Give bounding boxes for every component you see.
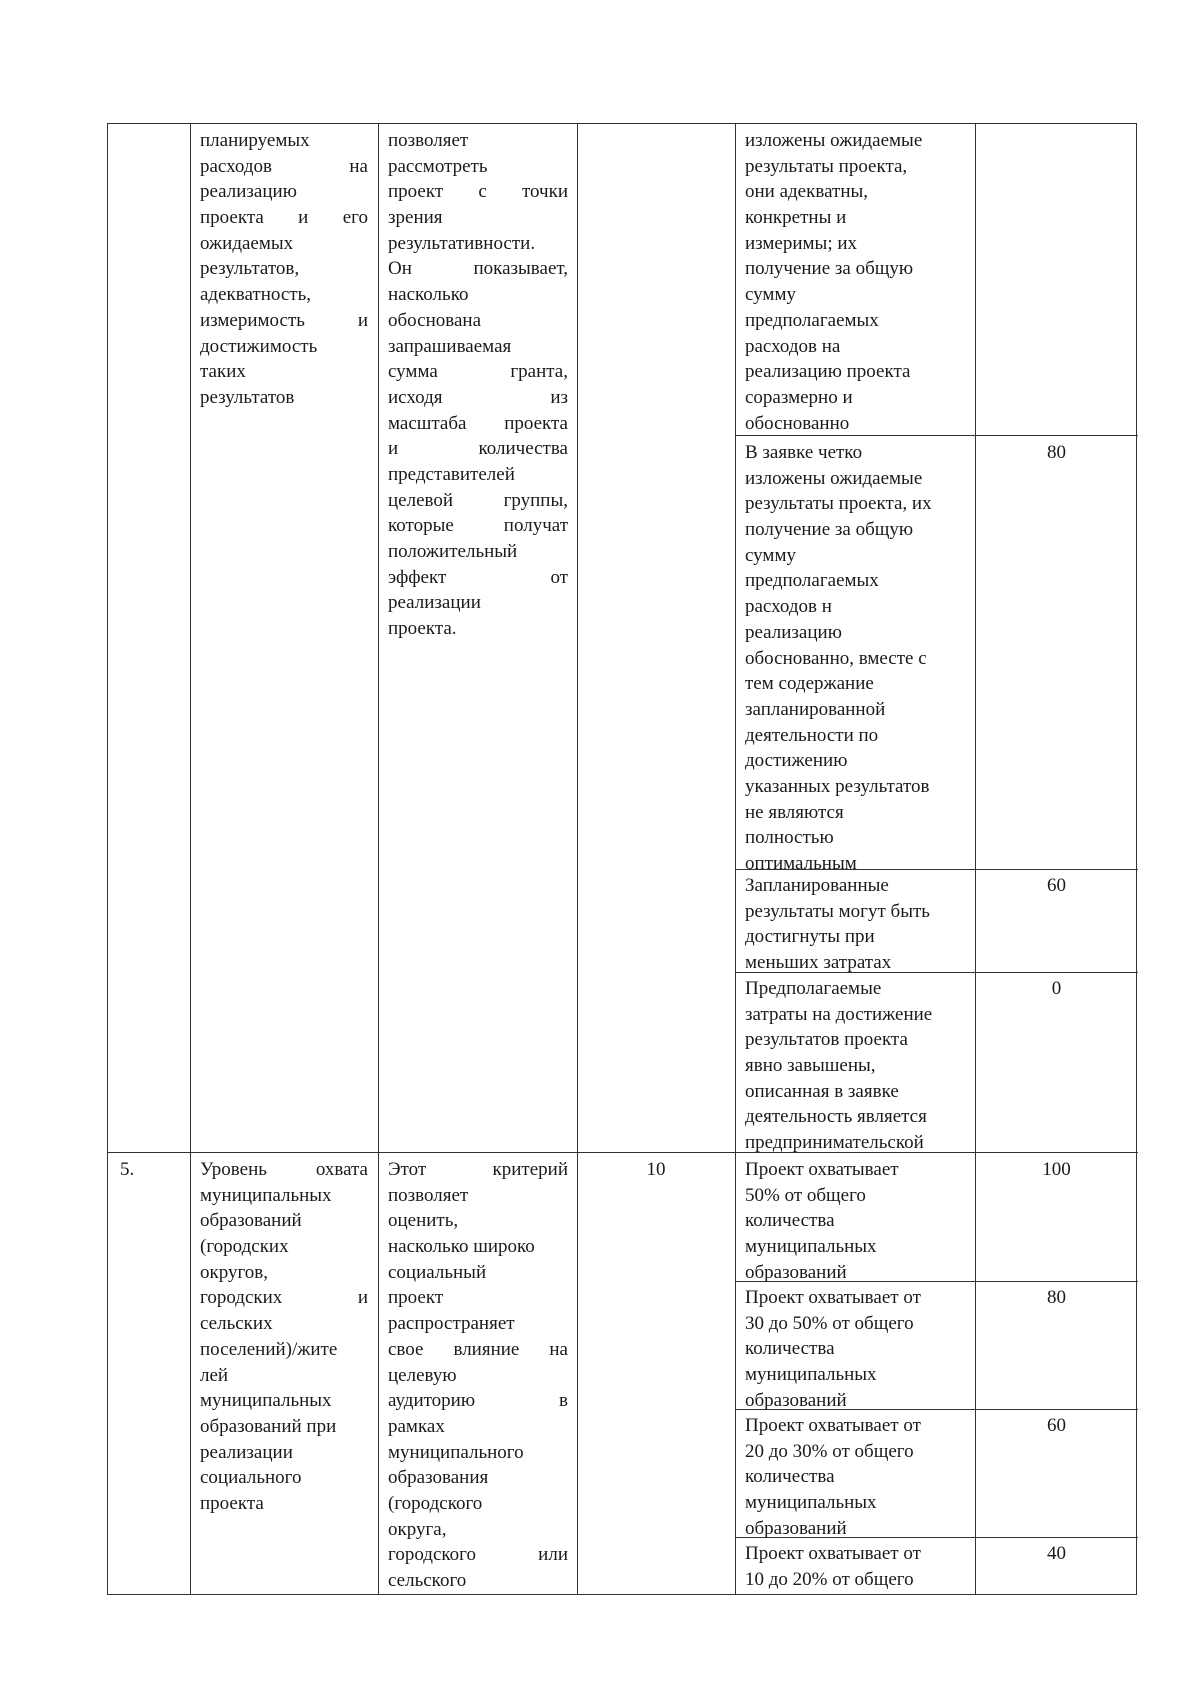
level-description bbox=[745, 440, 932, 877]
text-line bbox=[200, 334, 368, 360]
text-line: запланированной bbox=[745, 698, 886, 720]
word: на bbox=[349, 155, 368, 177]
text-line: образований bbox=[745, 1389, 847, 1411]
text-line bbox=[200, 205, 368, 231]
text-line: 10 до 20% от общего bbox=[745, 1568, 914, 1590]
text-line: затраты на достижение bbox=[745, 1003, 933, 1025]
text-line bbox=[388, 488, 568, 514]
word: оценить, bbox=[388, 1210, 459, 1232]
word: муниципальных bbox=[200, 1184, 332, 1206]
word: насколько широко bbox=[388, 1236, 535, 1258]
text-line bbox=[388, 179, 568, 205]
text-line: измеримы; их bbox=[745, 232, 858, 254]
word: достижимость bbox=[200, 335, 318, 357]
word: или bbox=[538, 1544, 568, 1566]
criteria-table bbox=[107, 123, 1137, 1595]
word: проект bbox=[388, 181, 444, 203]
column-divider bbox=[577, 124, 578, 1594]
text-line bbox=[388, 590, 568, 616]
text-line: результаты проекта, bbox=[745, 155, 908, 177]
text-line bbox=[200, 1260, 368, 1286]
text-line bbox=[200, 308, 368, 334]
word: положительный bbox=[388, 541, 518, 562]
text-line: Проект охватывает от bbox=[745, 1543, 921, 1564]
word: которые bbox=[388, 515, 454, 537]
text-line: образований bbox=[745, 1517, 847, 1539]
text-line: изложены ожидаемые bbox=[745, 467, 923, 489]
text-line bbox=[388, 1183, 568, 1209]
word: распространяет bbox=[388, 1313, 515, 1335]
word: рассмотреть bbox=[388, 155, 488, 177]
text-line: изложены ожидаемые bbox=[745, 130, 923, 151]
text-line: В заявке четко bbox=[745, 442, 863, 463]
text-line: получение за общую bbox=[745, 519, 914, 541]
text-line bbox=[388, 539, 568, 565]
text-line bbox=[388, 308, 568, 334]
text-line bbox=[200, 1157, 368, 1183]
level-description bbox=[745, 128, 922, 436]
word: городского bbox=[388, 1544, 476, 1566]
level-score: 0 bbox=[1051, 978, 1062, 999]
text-line: муниципальных bbox=[745, 1364, 877, 1386]
word: проект bbox=[388, 1287, 444, 1309]
word: и bbox=[357, 309, 368, 331]
text-line: полностью bbox=[745, 827, 834, 849]
word: планируемых bbox=[200, 130, 310, 151]
text-line bbox=[200, 1414, 368, 1440]
text-line: 20 до 30% от общего bbox=[745, 1440, 914, 1462]
word: округов, bbox=[200, 1261, 269, 1283]
text-line bbox=[388, 128, 568, 154]
word: обоснована bbox=[388, 309, 481, 331]
word: проекта bbox=[200, 207, 264, 229]
text-line: явно завышены, bbox=[745, 1055, 876, 1077]
text-line bbox=[388, 231, 568, 257]
text-line bbox=[200, 1440, 368, 1466]
text-line bbox=[200, 1208, 368, 1234]
text-line bbox=[388, 616, 568, 642]
level-description bbox=[745, 1541, 921, 1592]
text-line: образований bbox=[745, 1261, 847, 1283]
text-line: результаты проекта, их bbox=[745, 493, 932, 515]
word: зрения bbox=[388, 207, 443, 229]
criterion-text bbox=[200, 128, 368, 411]
text-line bbox=[200, 1465, 368, 1491]
text-line bbox=[200, 385, 368, 411]
text-line: деятельности по bbox=[745, 724, 879, 746]
text-line: Проект охватывает от bbox=[745, 1415, 921, 1436]
level-score: 80 bbox=[1047, 1287, 1066, 1308]
text-line bbox=[200, 282, 368, 308]
word: с bbox=[478, 181, 487, 203]
text-line bbox=[200, 231, 368, 257]
word: результатов, bbox=[200, 258, 300, 280]
text-line: деятельность является bbox=[745, 1106, 927, 1128]
text-line bbox=[388, 359, 568, 385]
text-line: сумму bbox=[745, 284, 796, 306]
text-line bbox=[388, 256, 568, 282]
word: от bbox=[550, 566, 568, 588]
level-score: 40 bbox=[1047, 1543, 1066, 1564]
word: измеримость bbox=[200, 309, 305, 331]
word: охвата bbox=[315, 1159, 368, 1180]
word: точки bbox=[521, 181, 568, 203]
level-description bbox=[745, 1285, 921, 1413]
text-line bbox=[388, 154, 568, 180]
column-divider bbox=[975, 124, 976, 1594]
word: исходя bbox=[388, 386, 443, 408]
text-line bbox=[388, 1260, 568, 1286]
text-line bbox=[200, 256, 368, 282]
word: реализации bbox=[200, 1441, 293, 1463]
text-line: оптимальным bbox=[745, 853, 857, 874]
word: количества bbox=[478, 438, 568, 460]
level-description bbox=[745, 976, 932, 1156]
text-line bbox=[200, 179, 368, 205]
text-line: муниципальных bbox=[745, 1492, 877, 1514]
word: образования bbox=[388, 1467, 489, 1489]
word: получат bbox=[503, 515, 568, 537]
word: социальный bbox=[388, 1261, 487, 1283]
text-line bbox=[200, 1337, 368, 1363]
text-line bbox=[388, 1363, 568, 1389]
word: позволяет bbox=[388, 130, 469, 151]
word: проекта bbox=[504, 412, 568, 434]
text-line bbox=[200, 1491, 368, 1517]
level-description bbox=[745, 1413, 921, 1541]
word: эффект bbox=[388, 566, 447, 588]
column-divider bbox=[378, 124, 379, 1594]
text-line bbox=[388, 513, 568, 539]
word: образований при bbox=[200, 1415, 337, 1437]
word: запрашиваемая bbox=[388, 335, 512, 357]
level-score: 60 bbox=[1047, 1415, 1066, 1436]
text-line bbox=[388, 462, 568, 488]
text-line: 30 до 50% от общего bbox=[745, 1312, 914, 1334]
text-line bbox=[388, 1311, 568, 1337]
word: группы, bbox=[503, 489, 568, 511]
text-line bbox=[200, 1363, 368, 1389]
word: реализацию bbox=[200, 181, 297, 203]
word: целевой bbox=[388, 489, 454, 511]
text-line: достигнуты при bbox=[745, 926, 875, 948]
word: лей bbox=[200, 1364, 229, 1386]
criterion-description bbox=[388, 1157, 568, 1594]
text-line bbox=[388, 1491, 568, 1517]
text-line: количества bbox=[745, 1210, 835, 1232]
word: аудиторию bbox=[388, 1390, 476, 1412]
text-line: количества bbox=[745, 1338, 835, 1360]
text-line: муниципальных bbox=[745, 1236, 877, 1258]
word: из bbox=[550, 386, 568, 408]
text-line bbox=[388, 1568, 568, 1594]
item-number: 5. bbox=[120, 1159, 135, 1180]
text-line: 50% от общего bbox=[745, 1184, 866, 1206]
text-line bbox=[388, 1337, 568, 1363]
word: поселений)/жите bbox=[200, 1338, 338, 1360]
text-line: Проект охватывает bbox=[745, 1159, 899, 1180]
criterion-text bbox=[200, 1157, 368, 1517]
text-line bbox=[200, 1183, 368, 1209]
level-description bbox=[745, 873, 930, 976]
text-line bbox=[388, 282, 568, 308]
text-line bbox=[388, 385, 568, 411]
word: расходов bbox=[200, 155, 272, 177]
text-line: результаты могут быть bbox=[745, 900, 930, 922]
word: муниципальных bbox=[200, 1390, 332, 1412]
word: целевую bbox=[388, 1364, 457, 1386]
word: показывает, bbox=[473, 258, 568, 280]
text-line: обоснованно, вместе с bbox=[745, 647, 927, 669]
word: сельских bbox=[200, 1313, 273, 1335]
text-line: количества bbox=[745, 1466, 835, 1488]
word: городских bbox=[200, 1287, 283, 1309]
text-line bbox=[388, 1388, 568, 1414]
text-line: обоснованно bbox=[745, 412, 850, 434]
word: рамках bbox=[388, 1415, 445, 1437]
text-line bbox=[200, 359, 368, 385]
text-line bbox=[200, 1311, 368, 1337]
word: (городских bbox=[200, 1236, 289, 1258]
text-line: Проект охватывает от bbox=[745, 1287, 921, 1308]
word: в bbox=[559, 1390, 568, 1412]
text-line bbox=[388, 205, 568, 231]
text-line: они адекватны, bbox=[745, 181, 868, 203]
level-score: 60 bbox=[1047, 875, 1066, 896]
word: (городского bbox=[388, 1492, 483, 1514]
text-line bbox=[388, 1285, 568, 1311]
word: Уровень bbox=[200, 1159, 267, 1180]
text-line: получение за общую bbox=[745, 258, 914, 280]
text-line: меньших затратах bbox=[745, 952, 892, 974]
text-line bbox=[200, 128, 368, 154]
word: позволяет bbox=[388, 1184, 469, 1206]
word: проекта. bbox=[388, 618, 457, 640]
word: и bbox=[357, 1287, 368, 1309]
word: на bbox=[549, 1338, 568, 1360]
text-line bbox=[200, 154, 368, 180]
word: сумма bbox=[388, 361, 438, 383]
word: образований bbox=[200, 1210, 302, 1232]
word: адекватность, bbox=[200, 284, 312, 306]
text-line bbox=[388, 411, 568, 437]
text-line: конкретны и bbox=[745, 207, 847, 229]
text-line: реализацию проекта bbox=[745, 361, 911, 383]
text-line bbox=[388, 1234, 568, 1260]
text-line bbox=[200, 1285, 368, 1311]
text-line bbox=[200, 1234, 368, 1260]
text-line bbox=[388, 1414, 568, 1440]
text-line bbox=[388, 1440, 568, 1466]
word: социального bbox=[200, 1467, 302, 1489]
text-line bbox=[388, 1542, 568, 1568]
word: муниципального bbox=[388, 1441, 524, 1463]
text-line: Предполагаемые bbox=[745, 978, 882, 999]
word: и bbox=[388, 438, 399, 460]
text-line: сумму bbox=[745, 544, 796, 566]
word: масштаба bbox=[388, 412, 467, 434]
word: его bbox=[342, 207, 368, 229]
text-line: результатов проекта bbox=[745, 1029, 908, 1051]
level-description bbox=[745, 1157, 899, 1285]
column-divider bbox=[190, 124, 191, 1594]
word: свое bbox=[388, 1338, 424, 1360]
text-line: расходов н bbox=[745, 596, 832, 618]
word: представителей bbox=[388, 463, 515, 485]
word: Он bbox=[388, 258, 412, 280]
word: результативности. bbox=[388, 232, 536, 254]
text-line: достижению bbox=[745, 750, 848, 772]
text-line bbox=[388, 1208, 568, 1234]
criterion-weight: 10 bbox=[646, 1159, 666, 1180]
word: влияние bbox=[453, 1338, 520, 1360]
text-line bbox=[388, 334, 568, 360]
column-divider bbox=[735, 124, 736, 1594]
text-line bbox=[388, 1517, 568, 1543]
text-line: указанных результатов bbox=[745, 775, 930, 797]
level-score: 100 bbox=[1042, 1159, 1071, 1180]
word: реализации bbox=[388, 592, 481, 614]
word: округа, bbox=[388, 1518, 447, 1540]
text-line: расходов на bbox=[745, 335, 841, 357]
text-line bbox=[388, 436, 568, 462]
level-score: 80 bbox=[1047, 442, 1066, 463]
text-line bbox=[388, 565, 568, 591]
word: сельского bbox=[388, 1570, 467, 1591]
text-line: тем содержание bbox=[745, 673, 874, 695]
word: и bbox=[298, 207, 309, 229]
text-line: предпринимательской bbox=[745, 1132, 924, 1154]
word: критерий bbox=[492, 1159, 568, 1180]
word: проекта bbox=[200, 1492, 264, 1514]
text-line: Запланированные bbox=[745, 875, 889, 896]
text-line bbox=[388, 1465, 568, 1491]
word: гранта, bbox=[510, 361, 568, 383]
text-line bbox=[200, 1388, 368, 1414]
row-divider bbox=[108, 1152, 1138, 1153]
text-line: соразмерно и bbox=[745, 386, 853, 408]
word: результатов bbox=[200, 386, 295, 408]
text-line: предполагаемых bbox=[745, 570, 879, 592]
text-line: реализацию bbox=[745, 621, 842, 643]
text-line: не являются bbox=[745, 801, 844, 823]
text-line bbox=[388, 1157, 568, 1183]
text-line: предполагаемых bbox=[745, 309, 879, 331]
word: Этот bbox=[388, 1159, 427, 1180]
word: таких bbox=[200, 361, 246, 383]
word: насколько bbox=[388, 284, 469, 306]
word: ожидаемых bbox=[200, 232, 294, 254]
text-line: описанная в заявке bbox=[745, 1080, 899, 1102]
criterion-description bbox=[388, 128, 568, 642]
